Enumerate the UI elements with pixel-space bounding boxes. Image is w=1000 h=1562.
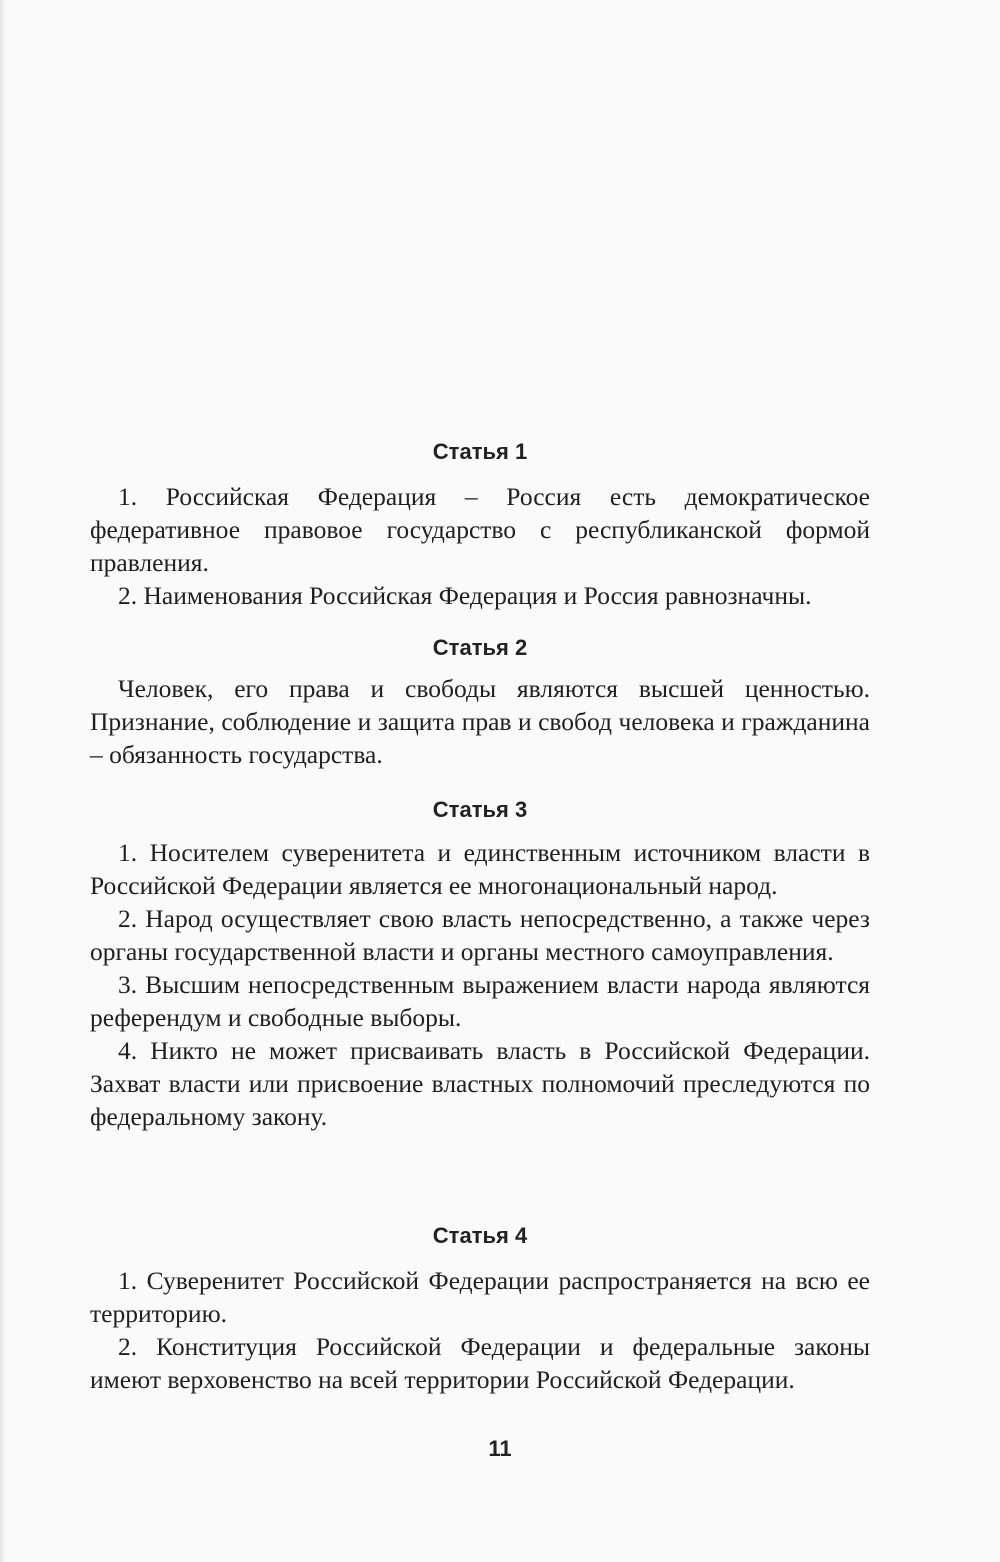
article-3: [90, 792, 870, 1133]
article-1-title: Статья 1: [432, 439, 528, 464]
article-4-title: Статья 4: [432, 1223, 528, 1248]
article-3-title: Статья 3: [432, 797, 528, 822]
article-4-paragraph-2: 2. Конституция Российской Федерации и федеральные законы имеют верховенство на всей территории Российской Федерации.: [90, 1332, 870, 1394]
article-1-paragraph-2: 2. Наименования Российская Федерация и Россия равнозначны.: [118, 581, 812, 610]
article-3-paragraph-1: 1. Носителем суверенитета и единственным источником власти в Российской Федерации является ее многонациональный народ.: [90, 838, 870, 900]
article-4-paragraph-1: 1. Суверенитет Российской Федерации распространяется на всю ее территорию.: [90, 1266, 870, 1328]
article-2-title: Статья 2: [432, 635, 528, 660]
article-3-paragraph-3: 3. Высшим непосредственным выражением власти народа являются референдум и свободные выборы.: [90, 970, 870, 1032]
article-3-paragraph-2: 2. Народ осуществляет свою власть непосредственно, а также через органы государственной власти и органы местного самоуправления.: [90, 904, 870, 966]
article-4: [90, 1218, 870, 1396]
article-2: [90, 630, 870, 771]
article-3-paragraph-4: 4. Никто не может присваивать власть в Российской Федерации. Захват власти или присвоение властных полномочий преследуются по федеральному закону.: [90, 1036, 870, 1131]
article-1: [90, 434, 870, 612]
article-1-paragraph-1: 1. Российская Федерация – Россия есть демократическое федеративное правовое государство с республиканской формой правления.: [90, 482, 870, 577]
document-page: [90, 0, 870, 1562]
page-edge-shadow: [0, 0, 6, 1562]
article-2-paragraph-1: Человек, его права и свободы являются высшей ценностью. Признание, соблюдение и защита прав и свобод человека и гражданина – обязанность государства.: [90, 674, 870, 769]
page-number: 11: [488, 1436, 512, 1461]
